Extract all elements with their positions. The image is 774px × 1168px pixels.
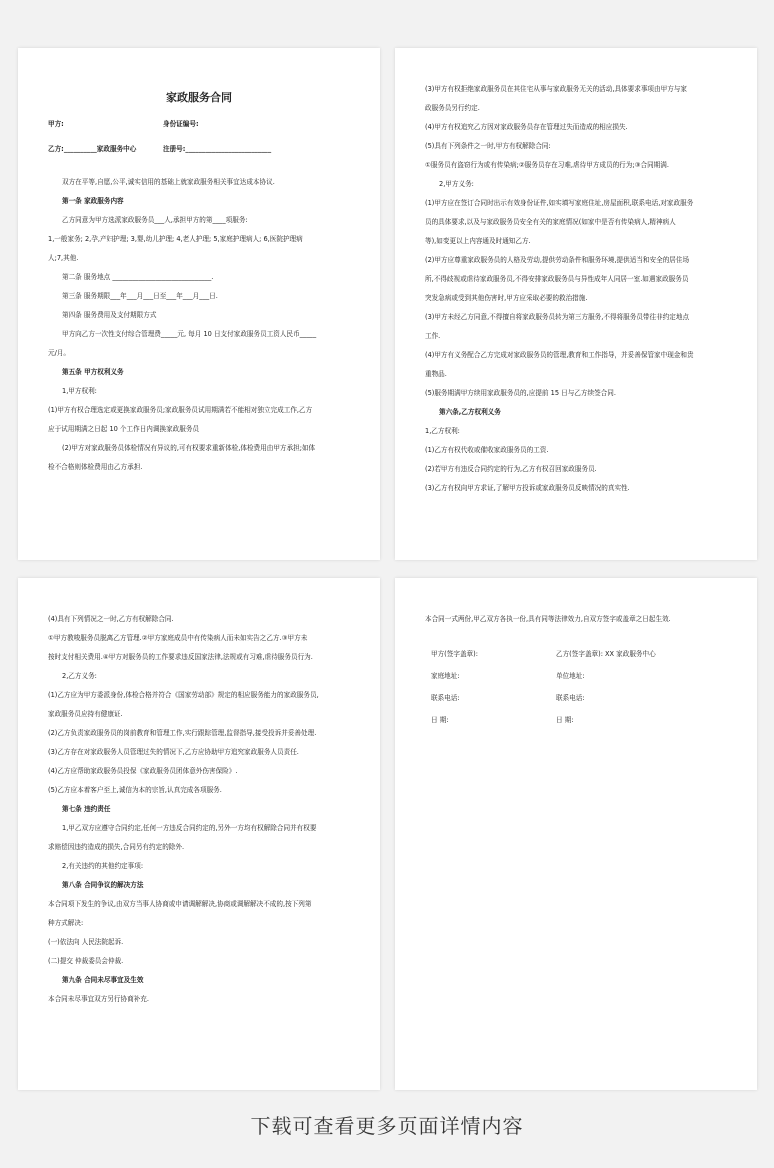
text-line: 员的具体要求,以及与家政服务员安全有关的家庭情况(如家中是否有传染病人,精神病人: [425, 218, 676, 226]
text-line: (5)服务期满甲方续用家政服务员的,应提前 15 日与乙方续签合同.: [425, 389, 616, 397]
text-line: (2)若甲方有违反合同约定的行为,乙方有权召回家政服务员.: [425, 465, 597, 473]
text-line: 双方在平等,自愿,公平,诚实信用的基础上就家政服务相关事宜达成本协议.: [62, 178, 275, 186]
text-line: 政服务员另行约定.: [425, 104, 480, 112]
text-line: (1)甲方有权合理选定或更换家政服务员;家政服务员试用期满若不能相对独立完成工作,乙方: [48, 406, 313, 414]
text-line: ①甲方教唆服务员脱离乙方管理.②甲方家庭成员中有传染病人而未如实告之乙方.③甲方未: [48, 634, 308, 642]
article-heading: 第四条 服务费用及支付期限方式: [62, 311, 157, 319]
text-line: (1)乙方应为甲方委派身份,体检合格并符合《国家劳动部》规定的相应服务能力的家政服务员,: [48, 691, 319, 699]
text-line: 突发急病或受到其他伤害时,甲方应采取必要的救治措施.: [425, 294, 588, 302]
party-b-phone-label: 联系电话:: [556, 694, 585, 702]
article-heading: 第九条 合同未尽事宜及生效: [62, 976, 144, 984]
text-line: (4)甲方有权追究乙方因对家政服务员存在管理过失而造成的相应损失.: [425, 123, 628, 131]
text-line: (二)提交 仲裁委员会仲裁.: [48, 957, 124, 965]
party-a-phone-label: 联系电话:: [431, 694, 460, 702]
text-line: 2,有关违约的其他约定事项:: [62, 862, 144, 870]
party-a-label: 甲方:: [48, 120, 64, 128]
registration-label: 注册号:__________________________: [163, 145, 272, 153]
text-line: (一)依法向 人民法院起诉.: [48, 938, 124, 946]
text-line: (3)甲方有权拒绝家政服务员在其住宅从事与家政服务无关的活动,具体要求事项由甲方与家: [425, 85, 687, 93]
text-line: 乙方同意为甲方选派家政服务员___人,承担甲方的第____项服务:: [62, 216, 248, 224]
text-line: 本合同未尽事宜双方另行协商补充.: [48, 995, 150, 1003]
text-line: (4)甲方有义务配合乙方完成对家政服务员的管理,教育和工作指导，并妥善保管家中现金和贵: [425, 351, 694, 359]
text-line: 等),如变更以上内容通及时通知乙方.: [425, 237, 531, 245]
article-heading: 第二条 服务地点 ______________________________.: [62, 273, 214, 281]
text-line: 检不合格则体检费用由乙方承担.: [48, 463, 143, 471]
text-line: 应于试用期满之日起 10 个工作日内调换家政服务员: [48, 425, 200, 433]
contract-page-3: [18, 578, 380, 1090]
text-line: 按时支付相关费用.④甲方对服务员的工作要求违反国家法律,法规或有习难,虐待服务员行为.: [48, 653, 313, 661]
text-line: 本合同项下发生的争议,由双方当事人协商或申请调解解决,协商或调解解决不成的,按下列第: [48, 900, 312, 908]
text-line: (4)乙方应帮助家政服务员投保《家政服务员团体意外伤害保险》.: [48, 767, 238, 775]
article-heading: 第五条 甲方权利义务: [62, 368, 124, 376]
text-line: 所,不得歧视或虐待家政服务员,不得安排家政服务员与异性成年人同居一室.如遇家政服务员: [425, 275, 689, 283]
article-heading: 第三条 服务期限___年___月___日至___年___月___日.: [62, 292, 218, 300]
signature-block: [431, 649, 727, 726]
text-line: (2)甲方应尊重家政服务员的人格及劳动,提供劳动条件和服务环境,提供适当和安全的居住场: [425, 256, 690, 264]
contract-title: 家政服务合同: [166, 91, 232, 104]
text-line: (3)乙方存在对家政服务人员管理过失的情况下,乙方应协助甲方追究家政服务人员责任.: [48, 748, 299, 756]
text-line: (2)乙方负责家政服务员的岗前教育和管理工作,实行跟踪管理,监督指导,接受投诉并妥善处理.: [48, 729, 317, 737]
party-b-signature-label: 乙方(签字盖章): XX 家政服务中心: [556, 650, 656, 658]
text-line: (5)乙方应本着客户至上,诚信为本的宗旨,认真完成各项服务.: [48, 786, 222, 794]
download-more-caption: 下载可查看更多页面详情内容: [250, 1114, 524, 1138]
text-line: 甲方向乙方一次性支付综合管理费_____元, 每月 10 日支付家政服务员工资人民币_____: [62, 330, 317, 338]
text-line: 1,一般家务; 2,孕,产妇护理; 3,婴,幼儿护理; 4,老人护理; 5,家庭护理病人; 6,医院护理病: [48, 235, 303, 243]
text-line: 1,乙方权利:: [425, 427, 460, 435]
text-line: (5)具有下列条件之一时,甲方有权解除合同:: [425, 142, 551, 150]
article-heading: 第八条 合同争议的解决方法: [62, 881, 144, 889]
article-heading: 第七条 违约责任: [62, 805, 111, 813]
id-number-label: 身份证编号:: [163, 120, 199, 128]
article-heading: 第六条,乙方权利义务: [439, 408, 501, 416]
text-line: (1)甲方应在签订合同时出示有效身份证件,如实填写家庭住址,房屋面积,联系电话,对家政服务: [425, 199, 694, 207]
text-line: (3)乙方有权向甲方求证,了解甲方投诉或家政服务员反映情况的真实性.: [425, 484, 630, 492]
text-line: (3)甲方未经乙方同意,不得擅自将家政服务员转为第三方服务,不得将服务员带往非约定地点: [425, 313, 690, 321]
text-line: 2,乙方义务:: [62, 672, 97, 680]
text-line: 1,甲方权利:: [62, 387, 97, 395]
party-b-date-label: 日 期:: [556, 716, 574, 724]
text-line: 求赔偿因违约造成的损失,合同另有约定的除外.: [48, 843, 185, 851]
text-line: 工作.: [425, 332, 441, 340]
contract-page-2: [395, 48, 757, 560]
text-line: (1)乙方有权代收或催收家政服务员的工资.: [425, 446, 549, 454]
contract-page-1: [18, 48, 380, 560]
home-address-label: 家庭地址:: [431, 672, 460, 680]
text-line: ①服务员有盗窃行为或有传染病;②服务员存在习难,虐待甲方成员的行为;③合同期满.: [425, 161, 669, 169]
text-line: 人;7,其他.: [48, 254, 79, 262]
article-heading: 第一条 家政服务内容: [62, 197, 124, 205]
party-a-signature-label: 甲方(签字盖章):: [431, 650, 478, 658]
text-line: 种方式解决:: [48, 919, 84, 927]
text-line: 2,甲方义务:: [439, 180, 474, 188]
text-line: 家政服务员应持有健康证.: [48, 710, 123, 718]
contract-page-4: [395, 578, 757, 1090]
text-line: (4)具有下列情况之一时,乙方有权解除合同.: [48, 615, 174, 623]
party-b-label: 乙方:__________家政服务中心: [48, 145, 137, 153]
text-line: 1,甲乙双方应遵守合同约定,任何一方违反合同约定的,另外一方均有权解除合同并有权要: [62, 824, 317, 832]
party-a-date-label: 日 期:: [431, 716, 449, 724]
text-line: 本合同一式两份,甲乙双方各执一份,具有同等法律效力,自双方签字或盖章之日起生效.: [425, 615, 671, 623]
text-line: (2)甲方对家政服务员体检情况有异议的,可有权要求重新体检,体检费用由甲方承担;如体: [62, 444, 316, 452]
company-address-label: 单位地址:: [556, 672, 585, 680]
text-line: 重物品.: [425, 370, 447, 378]
text-line: 元/月。: [48, 349, 71, 357]
